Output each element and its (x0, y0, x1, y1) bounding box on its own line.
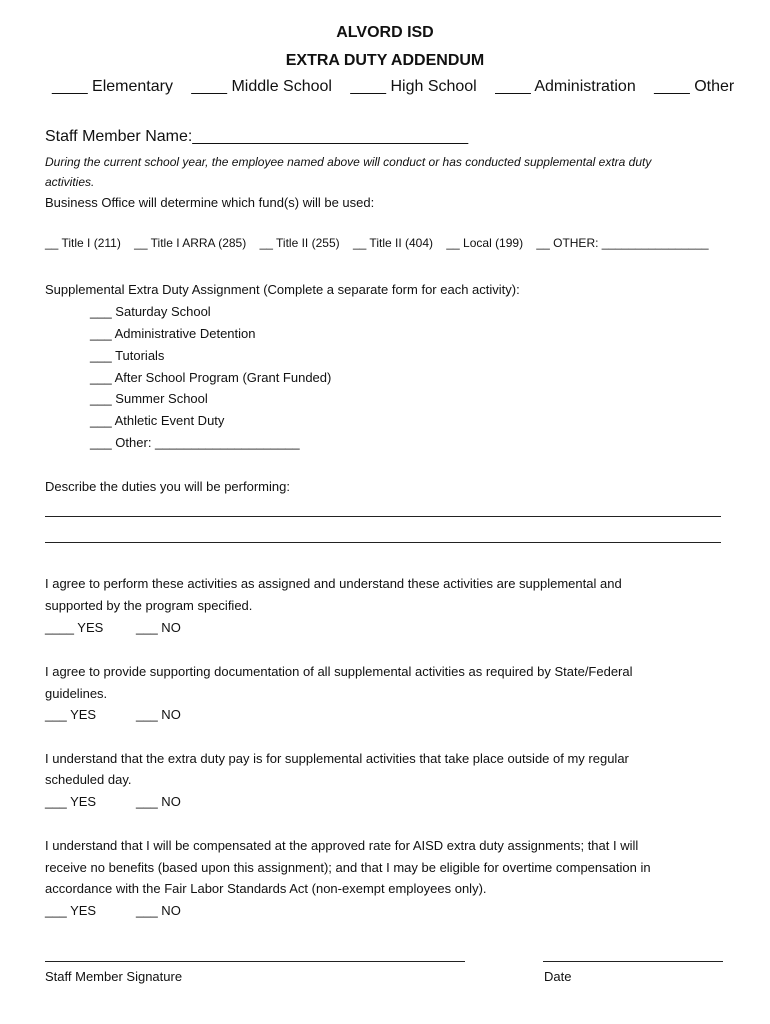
fund-title-i-211[interactable]: __ Title I (211) (45, 236, 121, 250)
fund-local-199[interactable]: __ Local (199) (446, 236, 524, 250)
agreement-4-line-1: I understand that I will be compensated at the approved rate for AISD extra duty assignments; that I will (45, 838, 639, 853)
option-elementary[interactable]: ____ Elementary (52, 78, 173, 95)
assignment-athletic-event-duty[interactable]: ___ Athletic Event Duty (90, 413, 225, 428)
agreement-2-response (45, 707, 185, 722)
assignment-tutorials[interactable]: ___ Tutorials (90, 348, 165, 363)
agreement-3-no[interactable]: ___ NO (136, 794, 181, 809)
agreement-4-line-3: accordance with the Fair Labor Standards Act (non-exempt employees only). (45, 881, 487, 896)
agreement-3-line-2: scheduled day. (45, 772, 132, 787)
option-administration[interactable]: ____ Administration (495, 78, 636, 95)
agreement-1-no[interactable]: ___ NO (136, 620, 181, 635)
agreement-2-yes[interactable]: ___ YES (45, 707, 97, 722)
agreement-4-no[interactable]: ___ NO (136, 903, 181, 918)
fund-other[interactable]: __ OTHER: ________________ (536, 236, 709, 250)
agreement-4-yes[interactable]: ___ YES (45, 903, 97, 918)
assignment-administrative-detention[interactable]: ___ Administrative Detention (90, 326, 256, 341)
assignment-heading: Supplemental Extra Duty Assignment (Complete a separate form for each activity): (45, 282, 520, 297)
duties-line-1[interactable] (45, 516, 721, 517)
fund-title-ii-404[interactable]: __ Title II (404) (352, 236, 434, 250)
staff-member-name-field[interactable]: Staff Member Name:_______________________________ (45, 128, 469, 145)
signature-line[interactable] (45, 961, 465, 962)
assignment-after-school-program[interactable]: ___ After School Program (Grant Funded) (90, 370, 332, 385)
option-high-school[interactable]: ____ High School (350, 78, 477, 95)
agreement-3-yes[interactable]: ___ YES (45, 794, 97, 809)
agreement-3-response (45, 794, 185, 809)
agreement-2-no[interactable]: ___ NO (136, 707, 181, 722)
intro-text-line-2: activities. (45, 175, 95, 189)
date-label: Date (544, 969, 572, 984)
agreement-2-line-1: I agree to provide supporting documentation of all supplemental activities as required by State/Federal (45, 664, 633, 679)
fund-title-i-arra-285[interactable]: __ Title I ARRA (285) (134, 236, 247, 250)
fund-options (45, 236, 719, 250)
agreement-1-line-1: I agree to perform these activities as assigned and understand these activities are supplemental and (45, 576, 622, 591)
option-other[interactable]: ____ Other (654, 78, 735, 95)
agreement-2-line-2: guidelines. (45, 686, 108, 701)
agreement-4-response (45, 903, 185, 918)
date-line[interactable] (543, 961, 723, 962)
assignment-saturday-school[interactable]: ___ Saturday School (90, 304, 211, 319)
agreement-4-line-2: receive no benefits (based upon this assignment); and that I may be eligible for overtime compensation in (45, 860, 651, 875)
school-options (52, 78, 748, 96)
agreement-1-line-2: supported by the program specified. (45, 598, 253, 613)
agreement-3-line-1: I understand that the extra duty pay is for supplemental activities that take place outside of my regular (45, 751, 629, 766)
agreement-1-yes[interactable]: ____ YES (45, 620, 104, 635)
signature-label: Staff Member Signature (45, 969, 183, 984)
duties-label: Describe the duties you will be performing: (45, 479, 290, 494)
form-title: EXTRA DUTY ADDENDUM (285, 52, 485, 69)
intro-text-line-1: During the current school year, the employee named above will conduct or has conducted supplemental extra duty (45, 155, 652, 169)
assignment-other[interactable]: ___ Other: ____________________ (90, 435, 300, 450)
organization-title: ALVORD ISD (336, 24, 434, 41)
assignment-summer-school[interactable]: ___ Summer School (90, 391, 208, 406)
fund-title-ii-255[interactable]: __ Title II (255) (259, 236, 340, 250)
fund-intro: Business Office will determine which fund(s) will be used: (45, 195, 375, 210)
duties-line-2[interactable] (45, 542, 721, 543)
option-middle-school[interactable]: ____ Middle School (191, 78, 332, 95)
agreement-1-response (45, 620, 185, 635)
